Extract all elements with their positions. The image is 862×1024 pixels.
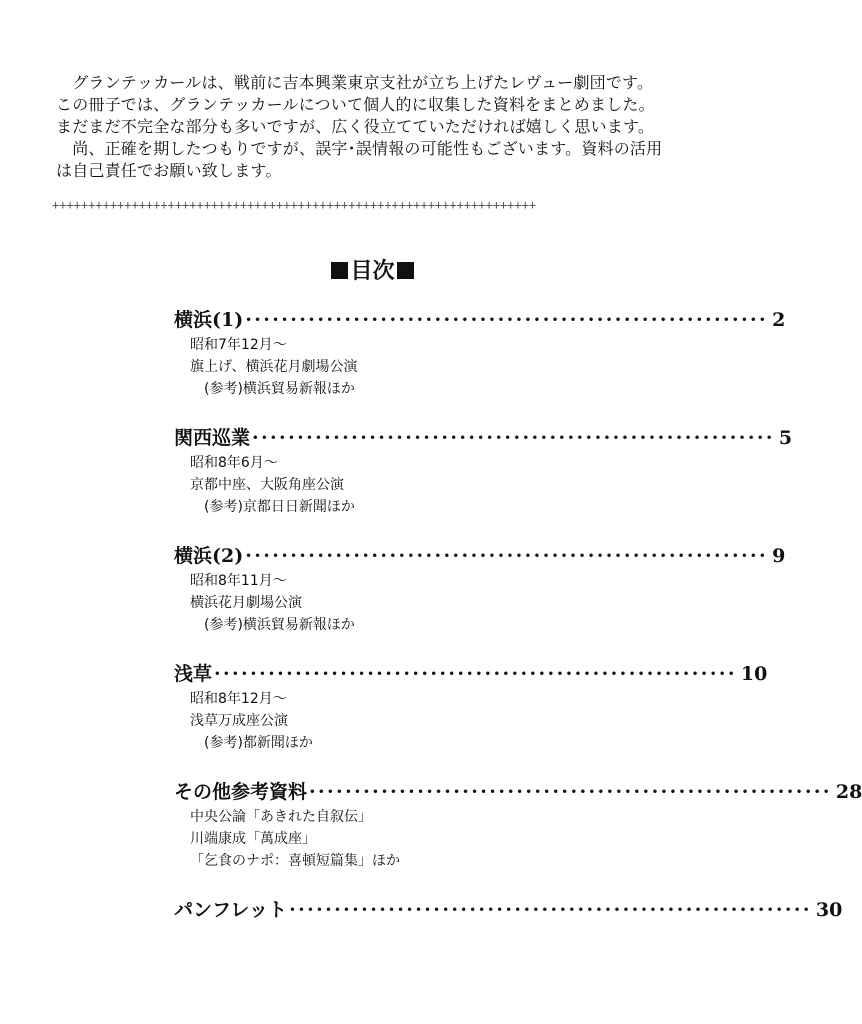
toc-entry-yokohama-2 (174, 542, 786, 636)
toc-title: 目次 (350, 259, 395, 284)
toc-entry-date: 昭和8年6月～ (190, 455, 278, 471)
toc-entry-desc: 旗上げ、横浜花月劇場公演 (190, 359, 358, 375)
toc-entry-asakusa (174, 660, 768, 754)
toc-entry-head (174, 896, 843, 924)
toc-entry-name: パンフレット (174, 899, 288, 921)
toc-entry-name: 浅草 (174, 663, 213, 685)
toc-entry-ref: (参考)横浜貿易新報ほか (204, 381, 355, 397)
toc-page-number: 10 (740, 663, 768, 685)
toc-page-number: 9 (772, 545, 786, 567)
toc-entry-head (174, 424, 793, 452)
intro-line: グランテッカールは、戦前に吉本興業東京支社が立ち上げたレヴュー劇団です。 (56, 73, 654, 92)
toc-entry-date: 昭和8年11月～ (190, 573, 287, 589)
toc-entry-desc: 「乞食のナポ：喜頓短篇集」ほか (190, 853, 400, 869)
toc-entry-desc: 中央公論「あきれた自叙伝」 (190, 809, 372, 825)
toc-entry-desc: 横浜花月劇場公演 (190, 595, 302, 611)
toc-entry-date: 昭和8年12月～ (190, 691, 287, 707)
toc-page-number: 30 (815, 899, 843, 921)
toc-entry-desc: 浅草万成座公演 (190, 713, 288, 729)
black-square-icon (397, 262, 414, 279)
toc-entry-desc: 川端康成「萬成座」 (190, 831, 316, 847)
leader-dots: ·························································· (252, 427, 775, 449)
toc-page-number: 28 (835, 781, 862, 803)
toc-entry-name: その他参考資料 (174, 781, 308, 803)
black-square-icon (331, 262, 348, 279)
toc-entry-head (174, 778, 862, 806)
intro-line: この冊子では、グランテッカールについて個人的に収集した資料をまとめました。 (56, 95, 655, 114)
intro-text (56, 72, 696, 182)
toc-entry-kansai (174, 424, 793, 518)
toc-entry-date: 昭和7年12月～ (190, 337, 287, 353)
intro-line: 尚、正確を期したつもりですが、誤字･誤情報の可能性もございます。資料の活用 (56, 139, 663, 158)
toc-entry-desc: 京都中座、大阪角座公演 (190, 477, 344, 493)
toc-entry-head (174, 660, 768, 688)
toc-entry-head (174, 306, 786, 334)
plus-divider: +++++++++++++++++++++++++++++++++++++++++++++++++++++++++++++++++++ (52, 198, 537, 212)
leader-dots: ·························································· (214, 663, 737, 685)
leader-dots: ·························································· (309, 781, 832, 803)
toc-entry-yokohama-1 (174, 306, 786, 400)
leader-dots: ·························································· (245, 545, 769, 567)
toc-entry-head (174, 542, 786, 570)
toc-heading (0, 254, 745, 285)
intro-line: まだまだ不完全な部分も多いですが、広く役立てていただければ嬉しく思います。 (56, 117, 655, 136)
leader-dots: ·························································· (289, 899, 812, 921)
toc-page-number: 2 (772, 309, 786, 331)
toc-page-number: 5 (778, 427, 793, 449)
toc-entry-name: 関西巡業 (174, 427, 251, 449)
toc-entry-pamphlet (174, 896, 843, 924)
intro-line: は自己責任でお願い致します。 (56, 161, 282, 180)
toc-entry-ref: (参考)横浜貿易新報ほか (204, 617, 355, 633)
table-of-contents (174, 306, 862, 948)
toc-entry-ref: (参考)京都日日新聞ほか (204, 499, 355, 515)
toc-entry-name: 横浜(1) (174, 309, 244, 331)
toc-entry-ref: (参考)都新聞ほか (204, 735, 313, 751)
leader-dots: ·························································· (245, 309, 769, 331)
toc-entry-references (174, 778, 862, 872)
toc-entry-name: 横浜(2) (174, 545, 244, 567)
